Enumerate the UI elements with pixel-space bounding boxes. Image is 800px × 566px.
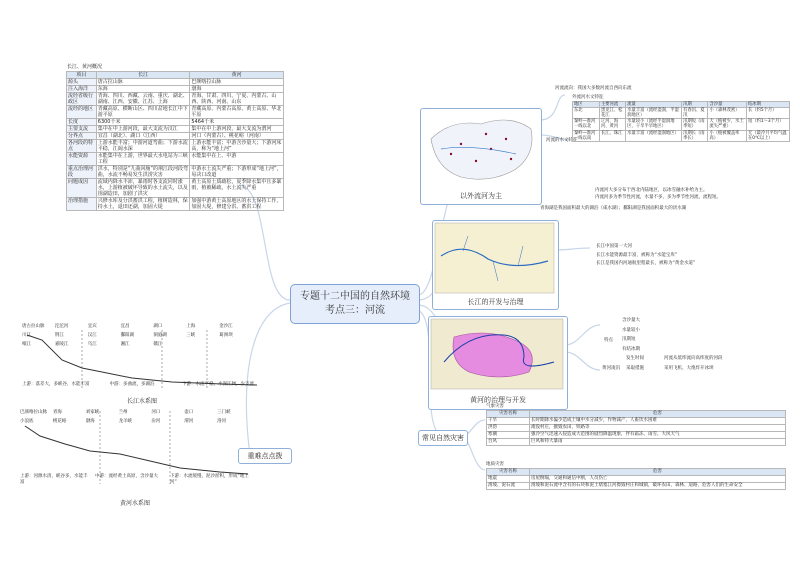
- huanghe-profile-label: 小浪底: [20, 419, 34, 424]
- overview-cell: 兴修水库及分洪蓄洪工程，植树造林，保持水土，退田还湖，加固大堤: [96, 198, 190, 211]
- hydro-header-cell: 汛期: [682, 101, 708, 107]
- overview-row: [67, 126, 284, 133]
- overview-cell: 黄土高原土质疏松，夏季降水集中且多暴雨，植被稀疏，水土流失严重: [190, 179, 284, 198]
- flow-direction: 河流流向：我国大多数河流自西向东流: [555, 86, 632, 91]
- overview-cell: 注入海洋: [67, 86, 97, 93]
- hydro-cell: 小（植被覆盖率高）: [708, 130, 747, 141]
- huanghe-feature: 含沙量大: [622, 318, 640, 323]
- meteo-cell: 台风: [487, 438, 530, 445]
- huanghe-ice-measure-detail: 采用飞机、大炮炸开冰坝: [664, 366, 714, 371]
- meteo-cell: 干旱: [487, 417, 530, 424]
- huanghe-dev-node[interactable]: [428, 316, 568, 410]
- huanghe-feature: 水量较小: [622, 327, 640, 333]
- changjiang-dev-node[interactable]: [432, 220, 559, 310]
- meteo-cell: 淹没村庄，摧毁农田，铁路等: [530, 424, 786, 431]
- hydro-cell: 汛期短（雨季短）: [682, 119, 708, 130]
- meteo-row: [487, 438, 786, 445]
- key-points-node[interactable]: [238, 448, 292, 464]
- central-topic-line1: 专题十二中国的自然环境: [300, 291, 410, 302]
- overview-cell: 水能集中在上游，世界最大水电站为三峡工程: [96, 153, 190, 166]
- changjiang-profile-label: 金沙江: [219, 324, 233, 329]
- meteo-cell: 长时期降水偏少造成土壤中水分减少，作物减产，人畜饮水困难: [530, 417, 786, 424]
- huanghe-profile-label: 刘家峡: [85, 410, 100, 415]
- overview-table: [66, 62, 284, 211]
- huanghe-profile-label: 洛河: [217, 419, 227, 424]
- overview-cell: 青海、甘肃、四川、宁夏、内蒙古、山西、陕西、河南、山东: [190, 93, 284, 106]
- hydro-cell: 秦岭—淮河一线以北: [573, 119, 600, 130]
- changjiang-profile: [22, 320, 262, 405]
- overview-row: [67, 93, 284, 106]
- hydro-cell: 辽河、海河、黄河: [599, 119, 625, 130]
- overview-cell: 流域内降水丰沛，暴雨时各支流同时涨水，上游植被破坏导致的水土流失，以及围湖造田，加剧了洪灾: [96, 179, 190, 198]
- changjiang-profile-label: 赣江: [153, 342, 163, 347]
- overview-header-cell: 项目: [67, 72, 97, 79]
- hydro-cell: 汛期长（雨季长）: [682, 130, 708, 141]
- central-topic[interactable]: [290, 284, 420, 324]
- overview-table-title: 长江、黄河概况: [67, 64, 103, 70]
- overview-cell: 流经省级行政区: [67, 93, 97, 106]
- huanghe-dev-label: 黄河的治理与开发: [470, 396, 526, 404]
- overview-cell: 问题成因: [67, 179, 97, 198]
- overview-cell: 巴颜喀拉山脉: [190, 79, 284, 86]
- meteo-title: 气象灾害: [486, 404, 504, 409]
- hydro-cell: 东北: [573, 107, 600, 118]
- changjiang-profile-label: 嘉陵江: [54, 342, 69, 347]
- hydro-cell: 水量丰富（流经湿润、半湿润地区）: [626, 107, 682, 118]
- hydro-row: [573, 130, 790, 141]
- cj-note-lower: 下游：水流平稳，水深江阔，少支流: [182, 382, 254, 387]
- overview-cell: 长度: [67, 119, 97, 126]
- huanghe-profile-caption: 黄河水系图: [119, 500, 150, 507]
- overview-cell: 主要支流: [67, 126, 97, 133]
- key-points-label: 重难点点拨: [247, 452, 283, 460]
- overview-cell: 河口（内蒙古）、桃花峪（河南）: [190, 133, 284, 140]
- changjiang-profile-drawing: [22, 320, 262, 390]
- hydro-cell: 长（约5个月）: [747, 107, 790, 118]
- huanghe-profile-label: 河口: [151, 410, 161, 415]
- overview-header-cell: 长江: [96, 72, 190, 79]
- huanghe-ice-label: 黄河凌汛: [602, 366, 620, 371]
- overview-row: [67, 166, 284, 179]
- changjiang-profile-label: 上海: [186, 324, 196, 329]
- geo-cell: 滑坡和泥石流中含有的石块和泥土堵塞江河擦毁村庄和城镇，破坏农田、森林、道路，危害人们的生命安全: [530, 482, 786, 489]
- hydro-cell: 有春汛、夏汛: [682, 107, 708, 118]
- disasters-label: 常见自然灾害: [422, 434, 464, 442]
- geo-title: 地质灾害: [486, 462, 504, 467]
- geo-row: [487, 475, 786, 482]
- overview-cell: 青海、四川、西藏、云南、重庆、湖北、湖南、江西、安徽、江苏、上海: [96, 93, 190, 106]
- changjiang-profile-label: 湘江: [120, 342, 130, 347]
- hydro-cell: 水量较小（流经半湿润地区、干旱半旱地区）: [626, 119, 682, 130]
- overview-row: [67, 106, 284, 119]
- meteo-header-cell: 危害: [530, 410, 786, 417]
- huanghe-profile-label: 三门峡: [217, 410, 231, 415]
- overview-row: [67, 198, 284, 211]
- huanghe-profile-label: 渤海: [85, 419, 95, 424]
- inflow-line-1: 内流河大多分布于西北内陆地区，以冰雪融水补给为主。: [595, 188, 708, 193]
- hydro-cell: 短（约1～3个月）: [747, 119, 790, 130]
- changjiang-profile-label: 乌江: [87, 342, 97, 347]
- meteo-cell: 强冷空气迅速入侵造成大范围的剧烈降温现象，伴有霜冻、雨雪、大风天气: [530, 431, 786, 438]
- changjiang-profile-label: 宜宾: [87, 324, 97, 329]
- hh-note-upper: 上游：河源水清，峡谷多，水能丰富: [20, 474, 88, 485]
- disasters-node[interactable]: [418, 430, 468, 446]
- overview-cell: 唐古拉山脉: [96, 79, 190, 86]
- hydro-row: [573, 107, 790, 118]
- overview-cell: 上游水能丰富；中游河道弯曲；下游水流平稳，江阔水深: [96, 140, 190, 153]
- changjiang-profile-label: 洞庭湖: [153, 333, 167, 338]
- meteo-cell: 洪涝: [487, 424, 530, 431]
- huanghe-features-label: 特点: [604, 338, 613, 343]
- huanghe-profile-label: 兰州: [118, 410, 128, 415]
- inflow-line-2: 内流河多为季节性河流，水量不多，多为季节性河流，流程短。: [595, 195, 721, 200]
- overview-cell: 上游水能丰富；中游含沙量大；下游河床高，称为“地上河”: [190, 140, 284, 153]
- hydro-row: [573, 119, 790, 130]
- central-topic-line2: 考点三：河流: [325, 305, 385, 316]
- outflow-label: 以外流河为主: [460, 192, 502, 200]
- overview-cell: 洪水，特别是“九曲回肠”的荆江段河段弯曲，水流不畅易发生洪涝灾害: [97, 166, 188, 178]
- changjiang-profile-label: 岷江: [22, 342, 31, 347]
- meteo-table-grid: [486, 410, 786, 446]
- changjiang-fact: 长江中国第一大河: [596, 244, 632, 249]
- huanghe-profile-label: 渭河: [184, 419, 194, 424]
- hydro-cell: 无（最冷月平均气温在0℃以上）: [747, 130, 790, 141]
- hh-note-lower: 下游：水流缓慢，泥沙淤积，形成“地上河”: [170, 474, 249, 485]
- hydro-table: [572, 95, 790, 142]
- huanghe-ice-time: 发生时间: [626, 356, 644, 361]
- hydro-cell: 秦岭—淮河一线以南: [573, 130, 600, 141]
- overview-table-grid: [66, 71, 284, 211]
- hydro-header-cell: 地区: [573, 101, 600, 107]
- overview-cell: 5464千米: [190, 119, 284, 126]
- meteo-row: [487, 424, 786, 431]
- hydro-header-cell: 流量: [626, 101, 682, 107]
- geo-table: [486, 462, 786, 490]
- hydro-table-subtitle: 外流河水文特征: [572, 95, 604, 100]
- changjiang-basin-map: [433, 221, 556, 295]
- overview-cell: 青藏高原、横断山区、四川盆地长江中下游平原: [96, 106, 190, 119]
- hydro-table-grid: [572, 101, 790, 142]
- cj-note-upper: 上游：落差大，多峡谷，水能丰富: [22, 382, 90, 387]
- overview-cell: 宜昌（湖北）、湖口（江西）: [96, 133, 190, 140]
- overview-row: [67, 153, 284, 166]
- overview-row: [67, 79, 284, 86]
- changjiang-fact: 长江是我国内河通航里程最长，被称为“黄金水道”: [596, 261, 696, 266]
- overview-row: [67, 119, 284, 126]
- huanghe-features: [622, 318, 682, 356]
- meteo-row: [487, 417, 786, 424]
- hydro-header-cell: 结冰期: [747, 101, 790, 107]
- geo-header-cell: 灾害名称: [487, 468, 530, 475]
- overview-cell: 治理措施: [67, 198, 97, 211]
- hydro-cell: 水量丰富（流经湿润地区）: [626, 130, 682, 141]
- overview-cell: 青藏高原、内蒙古高原、黄土高原、华北平原: [190, 106, 284, 119]
- huanghe-feature: 有结冰期: [622, 346, 640, 352]
- changjiang-profile-label: 唐古拉山脉: [22, 324, 45, 329]
- overview-cell: 中游水土流失严重；下游形成“地上河”，易决口改道: [191, 166, 282, 178]
- huanghe-ice-time-detail: 河流从低纬流向高纬度的河段: [664, 356, 723, 361]
- overview-cell: 源头: [67, 79, 97, 86]
- changjiang-profile-label: 宜昌: [120, 324, 130, 329]
- overview-header-cell: 黄河: [190, 72, 284, 79]
- overview-row: [67, 179, 284, 198]
- changjiang-profile-caption: 长江水系图: [126, 398, 157, 405]
- changjiang-profile-label: 川江: [22, 333, 31, 338]
- changjiang-profile-label: 沱沱河: [54, 324, 69, 329]
- overview-cell: 加强中游黄土高原地区的水土保持工作，加固大堤，修建分洪、蓄洪工程: [190, 198, 284, 211]
- lake-fact: 青海湖是我国面积最大的湖泊（咸水湖）；鄱阳湖是我国面积最大的淡水湖: [540, 206, 687, 211]
- overview-cell: 重点治理河段: [67, 166, 97, 179]
- changjiang-fact: 长江水能资源最丰富，被称为“水能宝库”: [596, 252, 678, 258]
- meteo-header-cell: 灾害名称: [487, 410, 530, 417]
- cj-note-middle: 中游：多曲流，多湖泊: [109, 382, 155, 387]
- overview-row: [67, 133, 284, 140]
- overview-cell: 流经的地区: [67, 106, 97, 119]
- geo-cell: 房屋倒塌，交通和通信中断，人员伤亡: [530, 475, 786, 482]
- overview-cell: 集中在中上游河段，最大支流为渭河: [190, 126, 284, 133]
- huanghe-profile-label: 巴颜喀拉山脉: [20, 410, 47, 415]
- geo-row: [487, 482, 786, 489]
- overview-cell: 集中在中上游河段，最大支流为汉江: [96, 126, 190, 133]
- overview-cell: 水能资源: [67, 153, 97, 166]
- hh-note-middle: 中游：流经黄土高原，含沙量大: [95, 474, 158, 479]
- overview-row: [67, 86, 284, 93]
- changjiang-profile-label: 荆江: [54, 333, 64, 338]
- overview-row: [67, 140, 284, 153]
- overview-cell: 渤海: [190, 86, 284, 93]
- changjiang-dev-label: 长江的开发与治理: [467, 298, 524, 306]
- hydro-cell: 小（森林茂密）: [708, 107, 747, 118]
- meteo-cell: 巨风和特大暴雨: [530, 438, 786, 445]
- meteo-cell: 寒潮: [487, 431, 530, 438]
- hydro-cell: 大（植被少，水土流失严重）: [708, 119, 747, 130]
- overview-cell: 6300千米: [96, 119, 190, 126]
- meteo-row: [487, 431, 786, 438]
- huanghe-profile: [20, 406, 250, 506]
- hydro-header-cell: 含沙量: [708, 101, 747, 107]
- overview-cell: 水能集中在上、中游: [190, 153, 284, 166]
- changjiang-profile-label: 汉江: [87, 333, 97, 338]
- overview-cell: 各河段的特点: [67, 140, 97, 153]
- changjiang-profile-label: 湖口: [153, 324, 163, 329]
- hydro-cell: 黑龙江、松花江: [599, 107, 625, 118]
- changjiang-profile-notes: [22, 382, 262, 388]
- hydro-cell: 长江、珠江: [599, 130, 625, 141]
- hydro-header-cell: 主要河流: [599, 101, 625, 107]
- huanghe-profile-label: 汾河: [151, 419, 161, 424]
- overview-cell: 东海: [96, 86, 190, 93]
- huanghe-profile-label: 桃花峪: [52, 419, 67, 424]
- huanghe-profile-label: 龙羊峡: [118, 419, 133, 424]
- geo-header-cell: 危害: [530, 468, 786, 475]
- huanghe-profile-notes: [20, 474, 250, 485]
- geo-table-grid: [486, 468, 786, 490]
- huanghe-ice-measure: 采取措施: [626, 366, 644, 371]
- huanghe-profile-label: 壶口: [184, 410, 194, 415]
- changjiang-profile-label: 三峡: [186, 333, 196, 338]
- geo-cell: 滑坡、泥石流: [487, 482, 530, 489]
- overview-cell: 分界点: [67, 133, 97, 140]
- china-map-rivers: [421, 109, 539, 189]
- changjiang-profile-label: 葛洲坝: [219, 333, 233, 338]
- geo-cell: 地震: [487, 475, 530, 482]
- changjiang-facts: [596, 244, 796, 270]
- huanghe-profile-label: 青海: [52, 410, 62, 415]
- hydro-feature-label: 河流的水文特征: [546, 138, 578, 143]
- outflow-map-node[interactable]: [420, 108, 542, 205]
- meteo-table: [486, 404, 786, 446]
- huanghe-feature: 汛期短: [622, 337, 636, 342]
- changjiang-profile-label: 鄱阳湖: [120, 333, 135, 338]
- huanghe-basin-map: [429, 317, 565, 391]
